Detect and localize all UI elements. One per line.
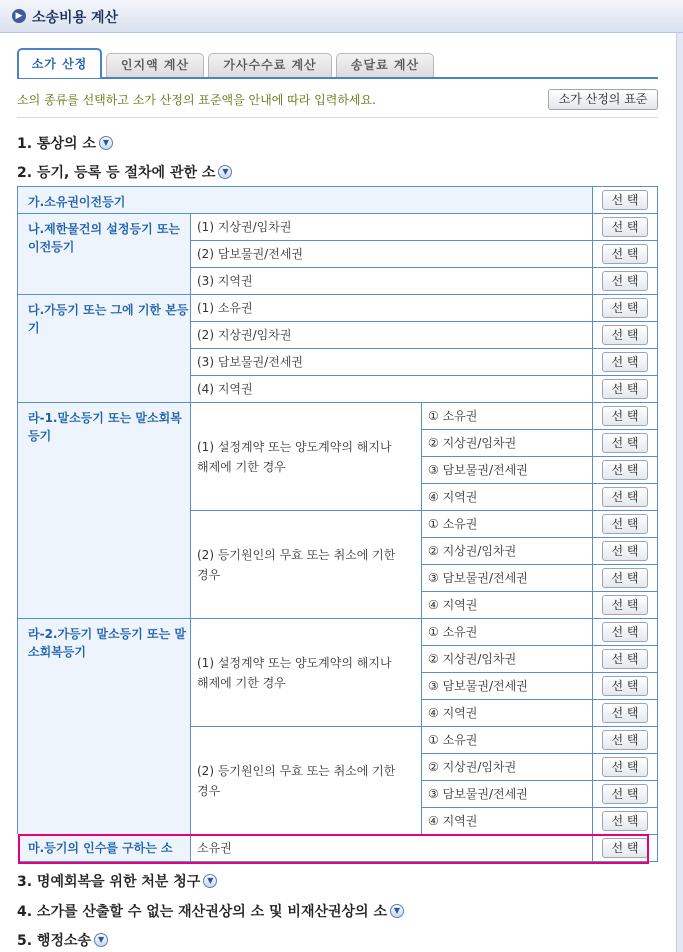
scrollbar[interactable] xyxy=(676,33,683,952)
select-cell xyxy=(593,646,658,673)
select-cell xyxy=(593,457,658,484)
select-cell xyxy=(593,349,658,376)
title-bullet-icon: ▶ xyxy=(12,9,26,23)
select-button[interactable]: 선 택 xyxy=(602,325,648,345)
select-cell xyxy=(593,754,658,781)
select-button[interactable]: 선 택 xyxy=(602,433,648,453)
guide-text: 소의 종류를 선택하고 소가 산정의 표준액을 안내에 따라 입력하세요. xyxy=(17,93,376,107)
select-button[interactable]: 선 택 xyxy=(602,541,648,561)
select-button[interactable]: 선 택 xyxy=(602,271,648,291)
select-cell xyxy=(593,808,658,835)
chevron-down-icon[interactable]: ▼ xyxy=(99,136,113,150)
select-cell xyxy=(593,511,658,538)
section-label: 4. 소가를 산출할 수 없는 재산권상의 소 및 비재산권상의 소 xyxy=(17,904,387,920)
chevron-down-icon[interactable]: ▼ xyxy=(390,904,404,918)
tab-stamp-fee[interactable]: 인지액 계산 xyxy=(106,53,204,77)
select-cell xyxy=(593,295,658,322)
cause-text: (1) 설정계약 또는 양도계약의 해지나 해제에 기한 경우 xyxy=(191,403,422,511)
category-ra1: 라-1.말소등기 또는 말소회복등기 xyxy=(18,403,191,619)
select-button[interactable]: 선 택 xyxy=(602,217,648,237)
window-titlebar xyxy=(0,0,683,33)
select-button[interactable]: 선 택 xyxy=(602,487,648,507)
category-ga: 가.소유권이전등기 xyxy=(18,187,593,214)
tab-delivery-fee[interactable]: 송달료 계산 xyxy=(336,53,434,77)
list-item: (4) 지역권 xyxy=(191,376,593,403)
select-cell xyxy=(593,322,658,349)
tab-value-calc[interactable]: 소가 산정 xyxy=(17,48,102,78)
list-item: ③ 담보물권/전세권 xyxy=(422,565,593,592)
list-item: (2) 지상권/임차권 xyxy=(191,322,593,349)
tab-family-fee[interactable]: 가사수수료 계산 xyxy=(208,53,332,77)
list-item: ① 소유권 xyxy=(422,511,593,538)
cause-text: (2) 등기원인의 무효 또는 취소에 기한 경우 xyxy=(191,727,422,835)
category-na: 나.제한물건의 설정등기 또는 이전등기 xyxy=(18,214,191,295)
section-label: 3. 명예회복을 위한 처분 청구 xyxy=(17,874,201,890)
category-ra2: 라-2.가등기 말소등기 또는 말소회복등기 xyxy=(18,619,191,835)
select-cell xyxy=(593,214,658,241)
cause-text: (2) 등기원인의 무효 또는 취소에 기한 경우 xyxy=(191,511,422,619)
select-cell xyxy=(593,430,658,457)
select-cell xyxy=(593,781,658,808)
select-button[interactable]: 선 택 xyxy=(602,244,648,264)
list-item: (2) 담보물권/전세권 xyxy=(191,241,593,268)
category-da: 다.가등기 또는 그에 기한 본등기 xyxy=(18,295,191,403)
window-title: 소송비용 계산 xyxy=(32,10,119,26)
select-cell xyxy=(593,268,658,295)
select-cell xyxy=(593,673,658,700)
section-2[interactable] xyxy=(17,162,232,182)
list-item: ① 소유권 xyxy=(422,619,593,646)
list-item: ② 지상권/임차권 xyxy=(422,538,593,565)
list-item: (1) 소유권 xyxy=(191,295,593,322)
select-button[interactable]: 선 택 xyxy=(602,406,648,426)
section-1[interactable] xyxy=(17,133,113,153)
list-item: 소유권 xyxy=(191,835,593,862)
select-button[interactable]: 선 택 xyxy=(602,757,648,777)
select-cell xyxy=(593,403,658,430)
section-label: 1. 통상의 소 xyxy=(17,136,96,152)
list-item: ④ 지역권 xyxy=(422,592,593,619)
select-button[interactable]: 선 택 xyxy=(602,838,648,858)
select-button[interactable]: 선 택 xyxy=(602,811,648,831)
select-button[interactable]: 선 택 xyxy=(602,730,648,750)
standard-button[interactable]: 소가 산정의 표준 xyxy=(548,89,658,110)
list-item: ③ 담보물권/전세권 xyxy=(422,781,593,808)
section-label: 2. 등기, 등록 등 절차에 관한 소 xyxy=(17,165,216,181)
chevron-down-icon[interactable]: ▼ xyxy=(94,933,108,947)
list-item: ② 지상권/임차권 xyxy=(422,430,593,457)
list-item: (1) 지상권/임차권 xyxy=(191,214,593,241)
select-cell xyxy=(593,187,658,214)
select-cell xyxy=(593,619,658,646)
select-button[interactable]: 선 택 xyxy=(602,784,648,804)
select-button[interactable]: 선 택 xyxy=(602,514,648,534)
select-button[interactable]: 선 택 xyxy=(602,352,648,372)
select-button[interactable]: 선 택 xyxy=(602,379,648,399)
select-button[interactable]: 선 택 xyxy=(602,703,648,723)
select-cell xyxy=(593,727,658,754)
list-item: ② 지상권/임차권 xyxy=(422,646,593,673)
list-item: ① 소유권 xyxy=(422,403,593,430)
select-button[interactable]: 선 택 xyxy=(602,460,648,480)
select-button[interactable]: 선 택 xyxy=(602,649,648,669)
tab-bar xyxy=(17,48,658,78)
select-cell xyxy=(593,835,658,862)
list-item: ③ 담보물권/전세권 xyxy=(422,673,593,700)
select-cell xyxy=(593,241,658,268)
select-button[interactable]: 선 택 xyxy=(602,676,648,696)
select-cell xyxy=(593,538,658,565)
chevron-down-icon[interactable]: ▼ xyxy=(203,874,217,888)
select-cell xyxy=(593,565,658,592)
select-cell xyxy=(593,484,658,511)
divider xyxy=(17,117,658,118)
list-item: ④ 지역권 xyxy=(422,484,593,511)
list-item: ④ 지역권 xyxy=(422,700,593,727)
tab-underline xyxy=(17,77,658,79)
list-item: (3) 지역권 xyxy=(191,268,593,295)
select-cell xyxy=(593,376,658,403)
list-item: ④ 지역권 xyxy=(422,808,593,835)
section-4[interactable] xyxy=(17,901,404,921)
select-button[interactable]: 선 택 xyxy=(602,622,648,642)
select-button[interactable]: 선 택 xyxy=(602,298,648,318)
select-cell xyxy=(593,700,658,727)
category-ma: 마.등기의 인수를 구하는 소 xyxy=(18,835,191,862)
select-button[interactable]: 선 택 xyxy=(602,190,648,210)
chevron-down-icon[interactable]: ▼ xyxy=(218,165,232,179)
select-button[interactable]: 선 택 xyxy=(602,595,648,615)
cause-text: (1) 설정계약 또는 양도계약의 해지나 해제에 기한 경우 xyxy=(191,619,422,727)
list-item: ② 지상권/임차권 xyxy=(422,754,593,781)
list-item: (3) 담보물권/전세권 xyxy=(191,349,593,376)
section-label: 5. 행정소송 xyxy=(17,933,92,949)
select-cell xyxy=(593,592,658,619)
section-5[interactable] xyxy=(17,930,108,950)
section-3[interactable] xyxy=(17,871,217,891)
list-item: ① 소유권 xyxy=(422,727,593,754)
select-button[interactable]: 선 택 xyxy=(602,568,648,588)
list-item: ③ 담보물권/전세권 xyxy=(422,457,593,484)
